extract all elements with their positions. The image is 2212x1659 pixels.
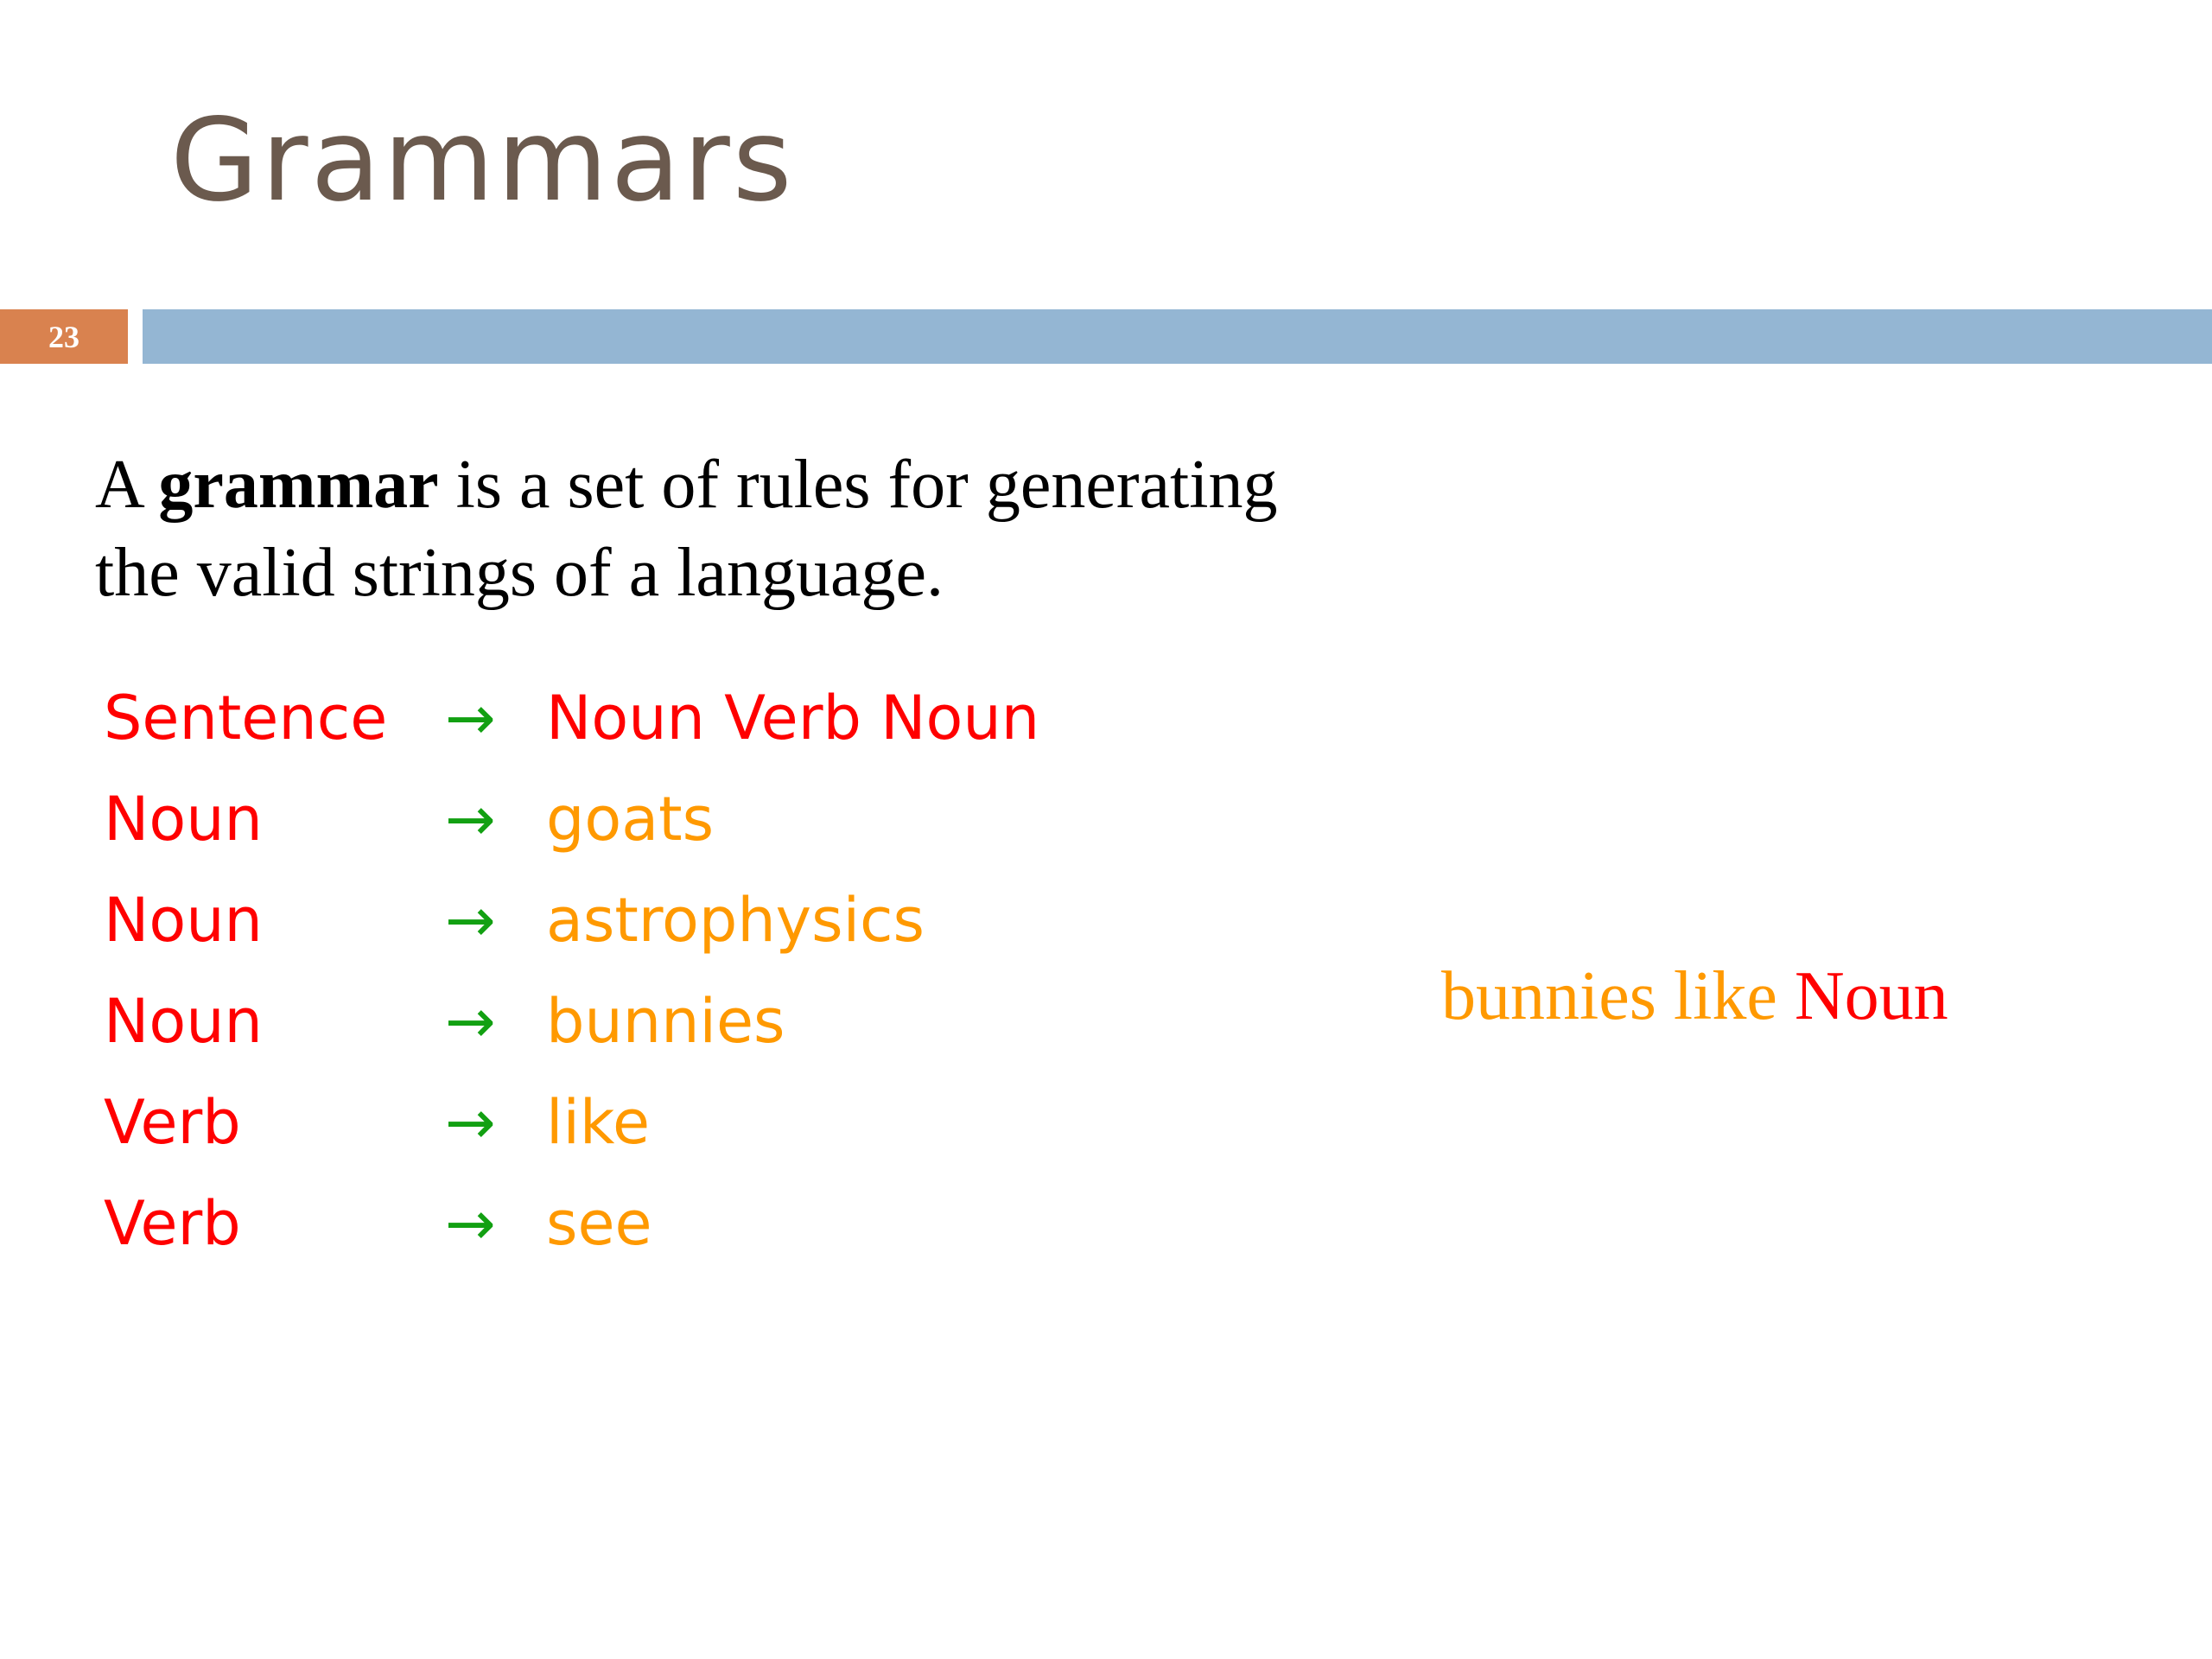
definition-text — [95, 441, 1478, 617]
header-bar — [143, 309, 2212, 364]
derivation-nonterminal: Noun — [1794, 958, 1948, 1034]
arrow-icon: → — [445, 986, 496, 1057]
definition-term: grammar — [158, 447, 439, 523]
rule-lhs: Verb — [104, 1188, 241, 1259]
rule-lhs: Noun — [104, 784, 263, 855]
rule-lhs: Noun — [104, 986, 263, 1057]
rule-lhs: Sentence — [104, 683, 388, 753]
arrow-icon: → — [445, 885, 496, 956]
rule-rhs: bunnies — [546, 986, 785, 1057]
arrow-icon: → — [445, 1188, 496, 1259]
slide-number: 23 — [0, 309, 128, 364]
definition-line2: the valid strings of a language. — [95, 535, 944, 611]
definition-line1-rest: is a set of rules for generating — [438, 447, 1278, 523]
definition-lead: A — [95, 447, 159, 523]
arrow-icon: → — [445, 784, 496, 855]
arrow-icon: → — [445, 683, 496, 753]
rule-rhs: goats — [546, 784, 715, 855]
slide-title: Grammars — [170, 94, 795, 227]
rule-rhs: like — [546, 1087, 651, 1158]
arrow-icon: → — [445, 1087, 496, 1158]
derivation-example — [1441, 957, 1948, 1036]
derivation-terminals: bunnies like — [1441, 958, 1795, 1034]
rule-rhs: see — [546, 1188, 652, 1259]
rule-rhs: astrophysics — [546, 885, 925, 956]
rule-lhs: Noun — [104, 885, 263, 956]
rule-lhs: Verb — [104, 1087, 241, 1158]
rule-rhs: Noun Verb Noun — [546, 683, 1040, 753]
